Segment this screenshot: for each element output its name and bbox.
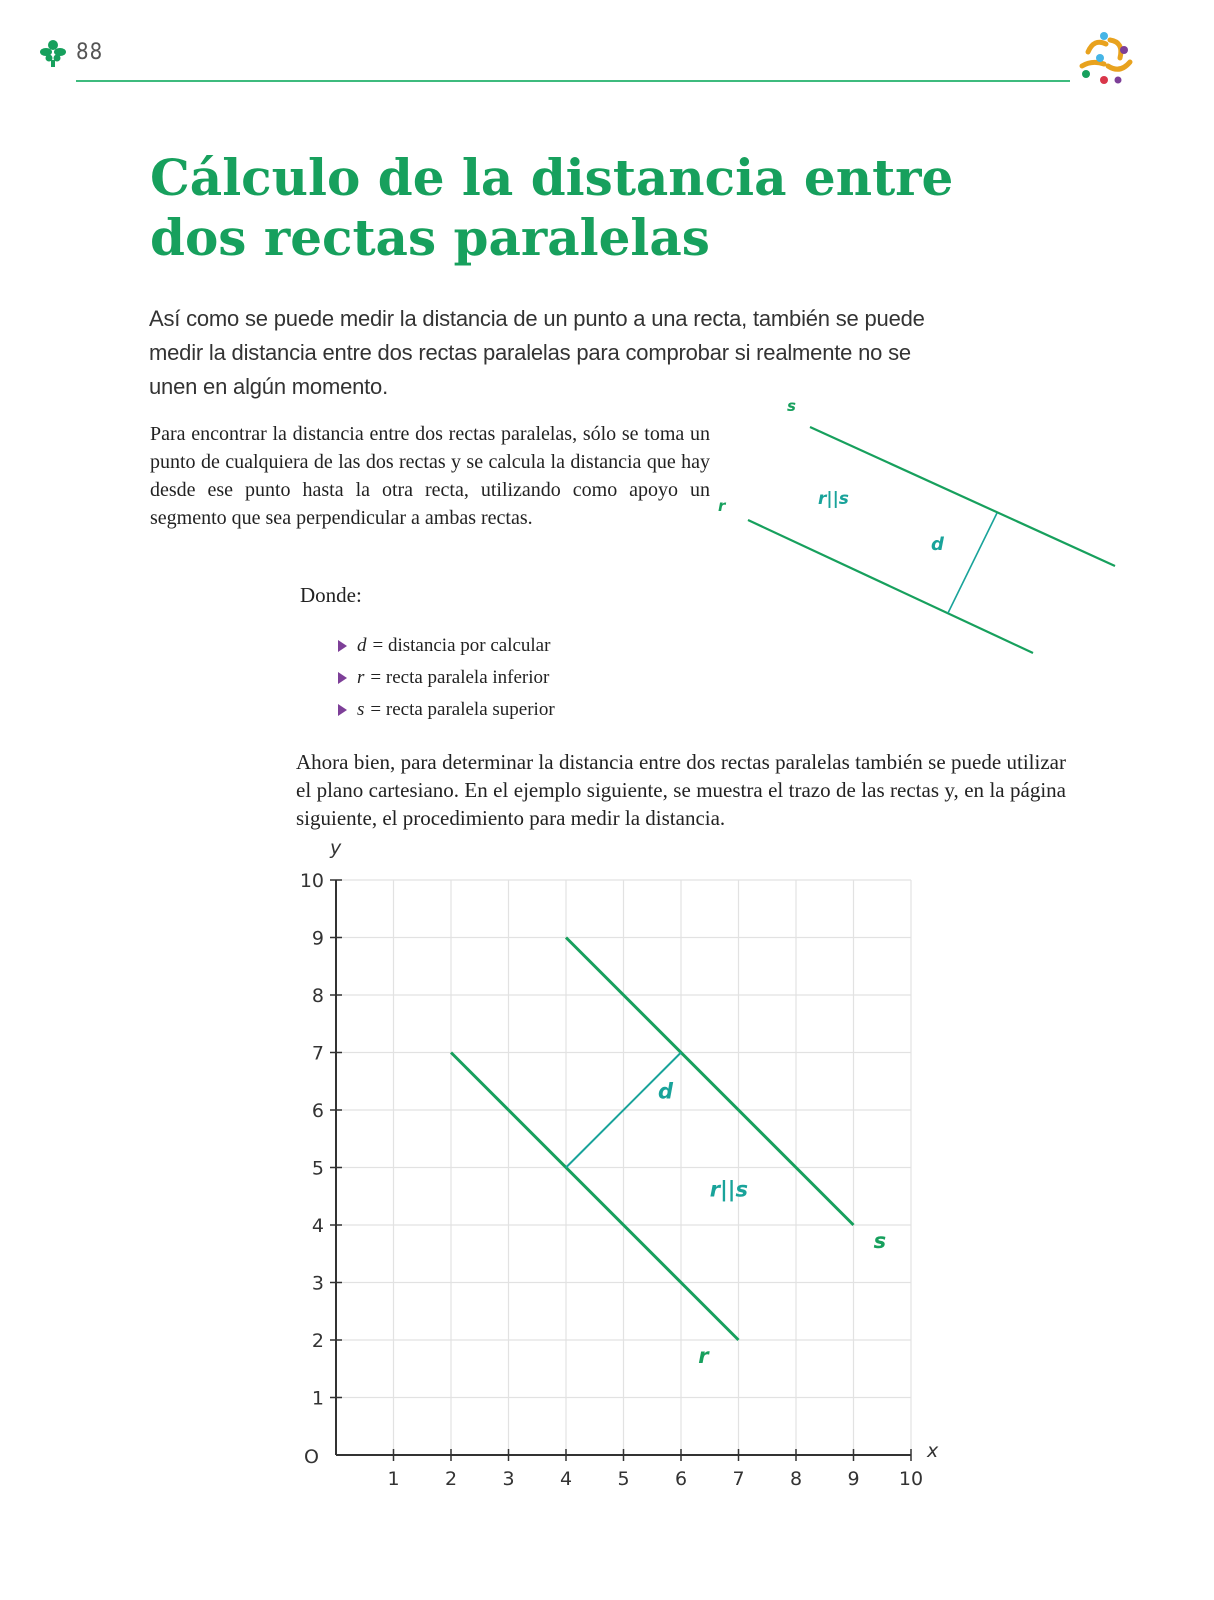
- diagram-line-r: [748, 520, 1033, 653]
- x-tick-label: 4: [559, 1468, 573, 1490]
- legend-equals: =: [370, 699, 382, 720]
- y-tick-label: 7: [311, 1042, 324, 1065]
- page-number: 88: [76, 40, 104, 65]
- chart-series: [451, 938, 854, 1341]
- y-tick-label: 3: [311, 1272, 324, 1295]
- x-tick-label: 8: [789, 1468, 803, 1490]
- legend-text: distancia por calcular: [387, 635, 551, 656]
- y-tick-label: 4: [311, 1215, 324, 1237]
- annotation-label: s: [873, 1229, 887, 1253]
- diagram-label-r: r: [718, 497, 726, 515]
- y-tick-label: 2: [311, 1330, 324, 1352]
- title-line-1: Cálculo de la distancia entre: [150, 148, 954, 207]
- diagram-segment-d: [948, 513, 997, 613]
- legend-item-r: [338, 662, 555, 694]
- bullet-triangle-icon: [338, 640, 347, 652]
- x-tick-label: 6: [674, 1468, 688, 1490]
- cartesian-chart: [290, 837, 990, 1520]
- leaf-emblem-icon: [40, 38, 66, 68]
- x-tick-label: 1: [387, 1468, 400, 1490]
- y-tick-label: 8: [311, 985, 324, 1007]
- legend-equals: =: [372, 635, 384, 656]
- legend-symbol: s: [357, 699, 365, 720]
- annotation-label: r||s: [709, 1177, 748, 1202]
- annotation-label: d: [658, 1079, 674, 1104]
- y-tick-label: 10: [299, 870, 324, 892]
- explanation-paragraph: Para encontrar la distancia entre dos rectas paralelas, sólo se toma un punto de cualquiera de las dos rectas y se calcula la distancia que hay desde ese punto hasta la otra recta, utilizando como apoyo un segmento que sea perpendicular a ambas rectas.: [150, 423, 710, 529]
- intro-paragraph: Así como se puede medir la distancia de un punto a una recta, también se puede medir la distancia entre dos rectas paralelas para comprobar si realmente no se unen en algún momento.: [149, 306, 925, 399]
- page-title: [150, 148, 1050, 268]
- y-tick-label: 1: [311, 1387, 324, 1410]
- bullet-triangle-icon: [338, 704, 347, 716]
- x-tick-label: 2: [444, 1468, 458, 1490]
- diagram-label-parallel: r||s: [818, 489, 849, 509]
- title-line-2: dos rectas paralelas: [150, 208, 710, 267]
- x-tick-label: 7: [732, 1468, 745, 1490]
- legend-text: recta paralela superior: [385, 699, 555, 720]
- colorful-figure-logo-icon: [1074, 30, 1136, 88]
- y-axis-label: y: [330, 837, 342, 859]
- parallel-lines-diagram: [718, 397, 1140, 670]
- legend-item-s: [338, 694, 555, 726]
- diagram-line-s: [810, 427, 1115, 566]
- diagram-label-d: d: [931, 534, 944, 555]
- diagram-label-s: s: [787, 397, 796, 415]
- legend-text: recta paralela inferior: [385, 667, 550, 688]
- bullet-triangle-icon: [338, 672, 347, 684]
- legend-list: [338, 630, 555, 726]
- origin-label: O: [304, 1446, 319, 1468]
- y-tick-label: 9: [311, 927, 324, 950]
- x-tick-label: 3: [502, 1468, 515, 1490]
- x-tick-label: 5: [617, 1468, 630, 1490]
- series-line-r: [451, 1053, 739, 1341]
- y-tick-label: 6: [311, 1100, 324, 1122]
- cartesian-paragraph: Ahora bien, para determinar la distancia entre dos rectas paralelas también se puede utilizar el plano cartesiano. En el ejemplo siguiente, se muestra el trazo de las rectas y, en la página siguiente, el procedimiento para medir la distancia.: [296, 750, 1066, 830]
- legend-symbol: d: [357, 635, 367, 656]
- header-rule: [76, 80, 1070, 82]
- legend-item-d: [338, 630, 555, 662]
- x-tick-label: 10: [898, 1468, 924, 1490]
- x-axis-label: x: [927, 1440, 939, 1462]
- chart-grid: [336, 880, 911, 1455]
- legend-equals: =: [370, 667, 382, 688]
- annotation-label: r: [698, 1344, 709, 1368]
- where-label: Donde:: [300, 583, 362, 607]
- x-tick-label: 9: [847, 1468, 860, 1490]
- y-tick-label: 5: [311, 1157, 324, 1180]
- legend-symbol: r: [357, 667, 365, 688]
